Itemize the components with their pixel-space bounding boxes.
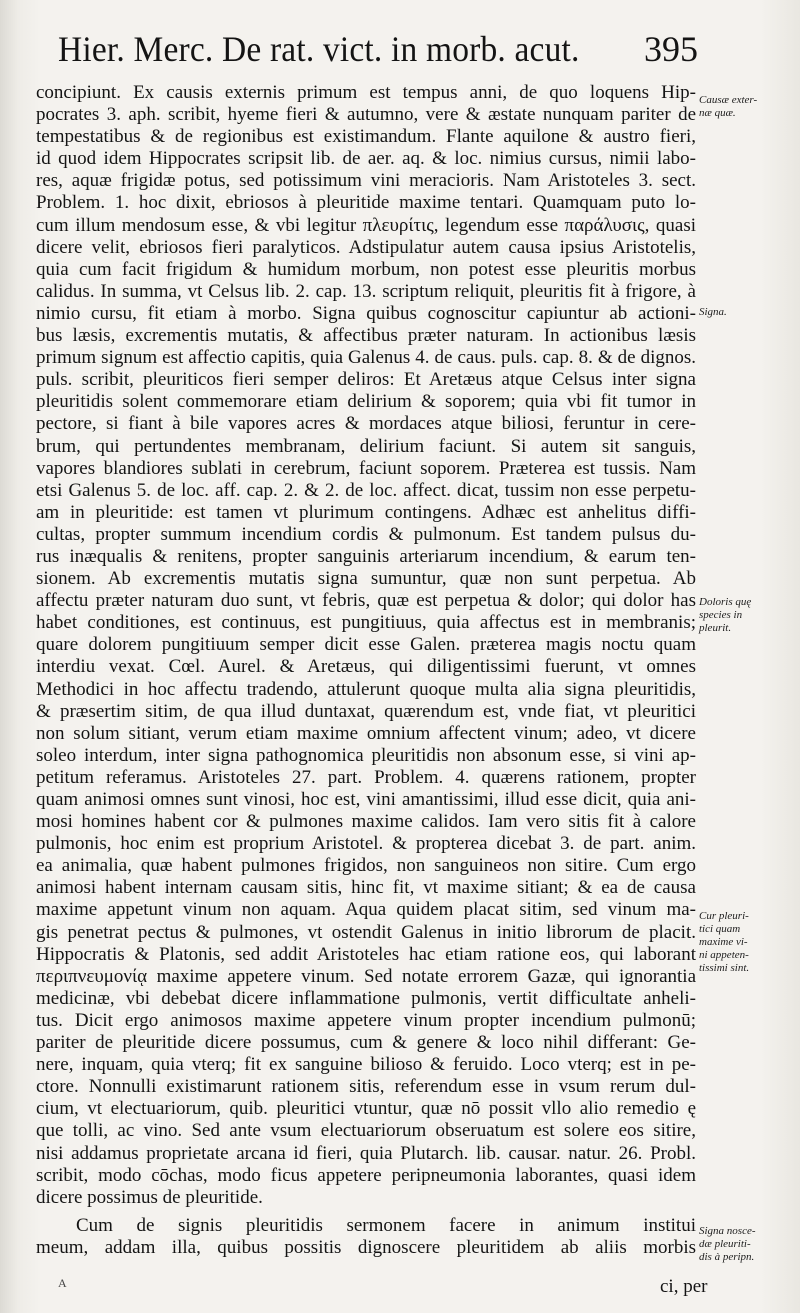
marginal-note-line: Signa nosce- (699, 1225, 756, 1237)
text-line: rus inæqualis & renitens, propter sanguinis arteriarum incendium, & earum ten- (36, 545, 696, 567)
text-line: & præsertim sitim, de qua illud duntaxat, quærendum est, vnde fiat, vt pleuritici (36, 700, 696, 722)
text-line: soleo interdum, inter signa pathognomica pleuritidis non absonum esse, si vini ap- (36, 744, 696, 766)
text-line: Problem. 1. hoc dixit, ebriosos à pleuritide maxime tentari. Quamquam puto lo- (36, 192, 696, 214)
text-line: petitum referamus. Aristoteles 27. part. Problem. 4. quærens rationem, propter (36, 766, 696, 788)
text-line: res, aquæ frigidæ potus, sed potissimum vini meracioris. Nam Aristoteles 3. sect. (36, 170, 696, 192)
main-text (36, 82, 696, 1259)
running-title: Hier. Merc. De rat. vict. in morb. acut. (58, 29, 580, 69)
text-line: maxime appetunt vinum non aquam. Aqua quidem placat sitim, sed vinum ma- (36, 899, 696, 921)
text-line: gis penetrat pectus & pulmones, vt ostendit Galenus in initio librorum de placit. (36, 921, 696, 943)
text-line: quare dolorem pungitiuum semper dicit esse Galen. præterea magis noctu quam (36, 634, 696, 656)
text-line: pocrates 3. aph. scribit, hyeme fieri & autumno, vere & æstate nunquam pariter de (36, 104, 696, 126)
marginal-note-doloris (699, 596, 799, 635)
marginal-note-line: næ quæ. (699, 107, 736, 119)
text-line: habet conditiones, est continuus, est pungitiuus, quia affectus est in membranis; (36, 612, 696, 634)
text-line: am in pleuritide: est tamen vt plurimum contingens. Adhæc est anhelitus diffi- (36, 501, 696, 523)
marginal-note-line: tici quam (699, 923, 741, 935)
marginal-note-line: pleurit. (699, 622, 732, 634)
text-line: ea animalia, quæ habent pulmones frigidos, non sanguineos non sitire. Cum ergo (36, 855, 696, 877)
text-line: tempestatibus & de regionibus est existimandum. Flante aquilone & austro fieri, (36, 126, 696, 148)
marginal-note-line: Cur pleuri- (699, 910, 749, 922)
catchword: ci, per (660, 1276, 708, 1297)
marginal-note-line: dæ pleuriti- (699, 1238, 751, 1250)
text-line: Hippocratis & Platonis, sed addit Aristoteles hac etiam ratione eos, qui laborant (36, 943, 696, 965)
text-line: Methodici in hoc affectu tradendo, attulerunt quoque multa alia signa pleuritidis, (36, 678, 696, 700)
marginal-note-line: dis à peripn. (699, 1251, 755, 1263)
marginal-note-line: Signa. (699, 306, 727, 318)
text-line: medicinæ, vbi debebat dicere inflammatione pulmonis, vertit difficultate anheli- (36, 987, 696, 1009)
text-line: interdiu vexat. Cœl. Aurel. & Aretæus, qui diligentissimi fuerunt, vt omnes (36, 656, 696, 678)
running-head (58, 28, 698, 72)
marginal-note-cur (699, 910, 799, 975)
text-line: scribit, modo cōchas, modo ficus appetere peripneumonia laborantes, quasi idem (36, 1164, 696, 1186)
text-line: vapores blandiores sublati in cerebrum, faciunt soporem. Præterea est tussis. Nam (36, 457, 696, 479)
text-line: brum, qui pertundentes membranam, delirium faciunt. Si autem sit sanguis, (36, 435, 696, 457)
text-line: pectore, si fiant à bile vapores acres & mordaces atque biliosi, feruntur in cere- (36, 413, 696, 435)
text-line: affectu præter naturam duo sunt, vt febris, quæ est perpetua & dolor; qui dolor has (36, 590, 696, 612)
text-line: sionem. Ab excrementis mutatis signa sumuntur, quæ non sunt perpetua. Ab (36, 568, 696, 590)
text-line: bus læsis, excrementis mutatis, & affectibus præter naturam. In actionibus læsis (36, 325, 696, 347)
text-line: cultas, propter summum incendium cordis & pulmonum. Est tandem pulsus du- (36, 523, 696, 545)
marginal-note-line: tissimi sint. (699, 962, 750, 974)
text-line: nere, inquam, quia vterq; fit ex sanguine bilioso & feruido. Loco vterq; est in pe- (36, 1054, 696, 1076)
text-line: ctore. Nonnulli existimarunt rationem sitis, referendum esse in vsum rerum dul- (36, 1076, 696, 1098)
marginal-note-signa (699, 306, 799, 319)
text-line: cum illum mendosum esse, & vbi legitur πλευρίτις, legendum esse παράλυσις, quasi (36, 214, 696, 236)
marginal-note-line: maxime vi- (699, 936, 748, 948)
text-line: puls. scribit, pleuriticos fieri semper deliros: Et Aretæus atque Celsus inter signa (36, 369, 696, 391)
text-line: concipiunt. Ex causis externis primum est tempus anni, de quo loquens Hip- (36, 82, 696, 103)
page-number: 395 (644, 29, 698, 69)
marginal-note-line: Doloris quę (699, 596, 752, 608)
text-line: etsi Galenus 5. de loc. aff. cap. 2. & 2. de loc. affect. dicat, tussim non esse perpetu- (36, 479, 696, 501)
text-line: mosi homines habent cor & pulmones maxime calidos. Iam vero sitis fit à calore (36, 811, 696, 833)
marginal-note-line: Causæ exter- (699, 94, 758, 106)
text-line: nisi addamus proprietate arcana id fieri, quia Plutarch. lib. causar. natur. 26. Probl. (36, 1142, 696, 1164)
text-line: Cum de signis pleuritidis sermonem facere in animum institui (76, 1214, 696, 1236)
text-line: tus. Dicit ergo animosos maxime appetere vinum propter incendium pulmonū; (36, 1009, 696, 1031)
text-line: non solum sitiant, verum etiam maxime omnium affectent vinum; adeo, vt dicere (36, 722, 696, 744)
marginal-note-line: ni appeten- (699, 949, 749, 961)
text-line: pariter de pleuritide dicere possumus, cum & genere & loco nihil differant: Ge- (36, 1032, 696, 1054)
text-line: cium, vt electuariorum, quib. pleuritici vtuntur, quæ nō possit vllo alio remedio ę (36, 1098, 696, 1120)
text-line: animosi habent internam causam sitis, hinc fit, vt maxime sitiant; & ea de causa (36, 877, 696, 899)
text-line: pulmonis, hoc enim est proprium Aristotel. & propterea dicebat 3. de part. anim. (36, 833, 696, 855)
text-line: id quod idem Hippocrates scripsit lib. de aer. aq. & loc. nimius cursus, nimii labo- (36, 148, 696, 170)
text-line: περιπνευμονίᾳ maxime appetere vinum. Sed notate errorem Gazæ, qui ignorantia (36, 965, 696, 987)
text-line: nimio cursu, fit etiam à morbo. Signa quibus cognoscitur capiuntur ab actioni- (36, 302, 696, 324)
text-line: que tolli, ac vino. Sed ante vsum electuariorum obseruatum est solere eos sitire, (36, 1120, 696, 1142)
text-line: primum signum est affectio capitis, quia Galenus 4. de caus. puls. cap. 8. & de dignos. (36, 347, 696, 369)
marginal-note-causae (699, 94, 799, 120)
text-line: quam animosi omnes sunt vinosi, hoc est, vini amantissimi, illud esse dicit, quia ani- (36, 789, 696, 810)
marginal-note-line: species in (699, 609, 743, 621)
text-line: dicere velit, ebriosos fieri paralyticos. Adstipulatur autem causa ipsius Aristotelis, (36, 236, 696, 258)
text-line: calidus. In summa, vt Celsus lib. 2. cap. 13. scriptum reliquit, pleuritis fit à frigore, à (36, 280, 696, 302)
marginal-note-signa-noscendae (699, 1225, 799, 1264)
text-line: pleuritidis solent commemorare etiam delirium & soporem; quia vbi fit tumor in (36, 391, 696, 413)
signature-mark: A (58, 1276, 67, 1290)
text-line: meum, addam illa, quibus possitis dignoscere pleuritidem ab aliis morbis (36, 1236, 696, 1258)
text-line: dicere possimus de pleuritide. (36, 1186, 263, 1208)
text-line: quia cum facit frigidum & humidum morbum, non potest esse pleuritis morbus (36, 258, 696, 280)
